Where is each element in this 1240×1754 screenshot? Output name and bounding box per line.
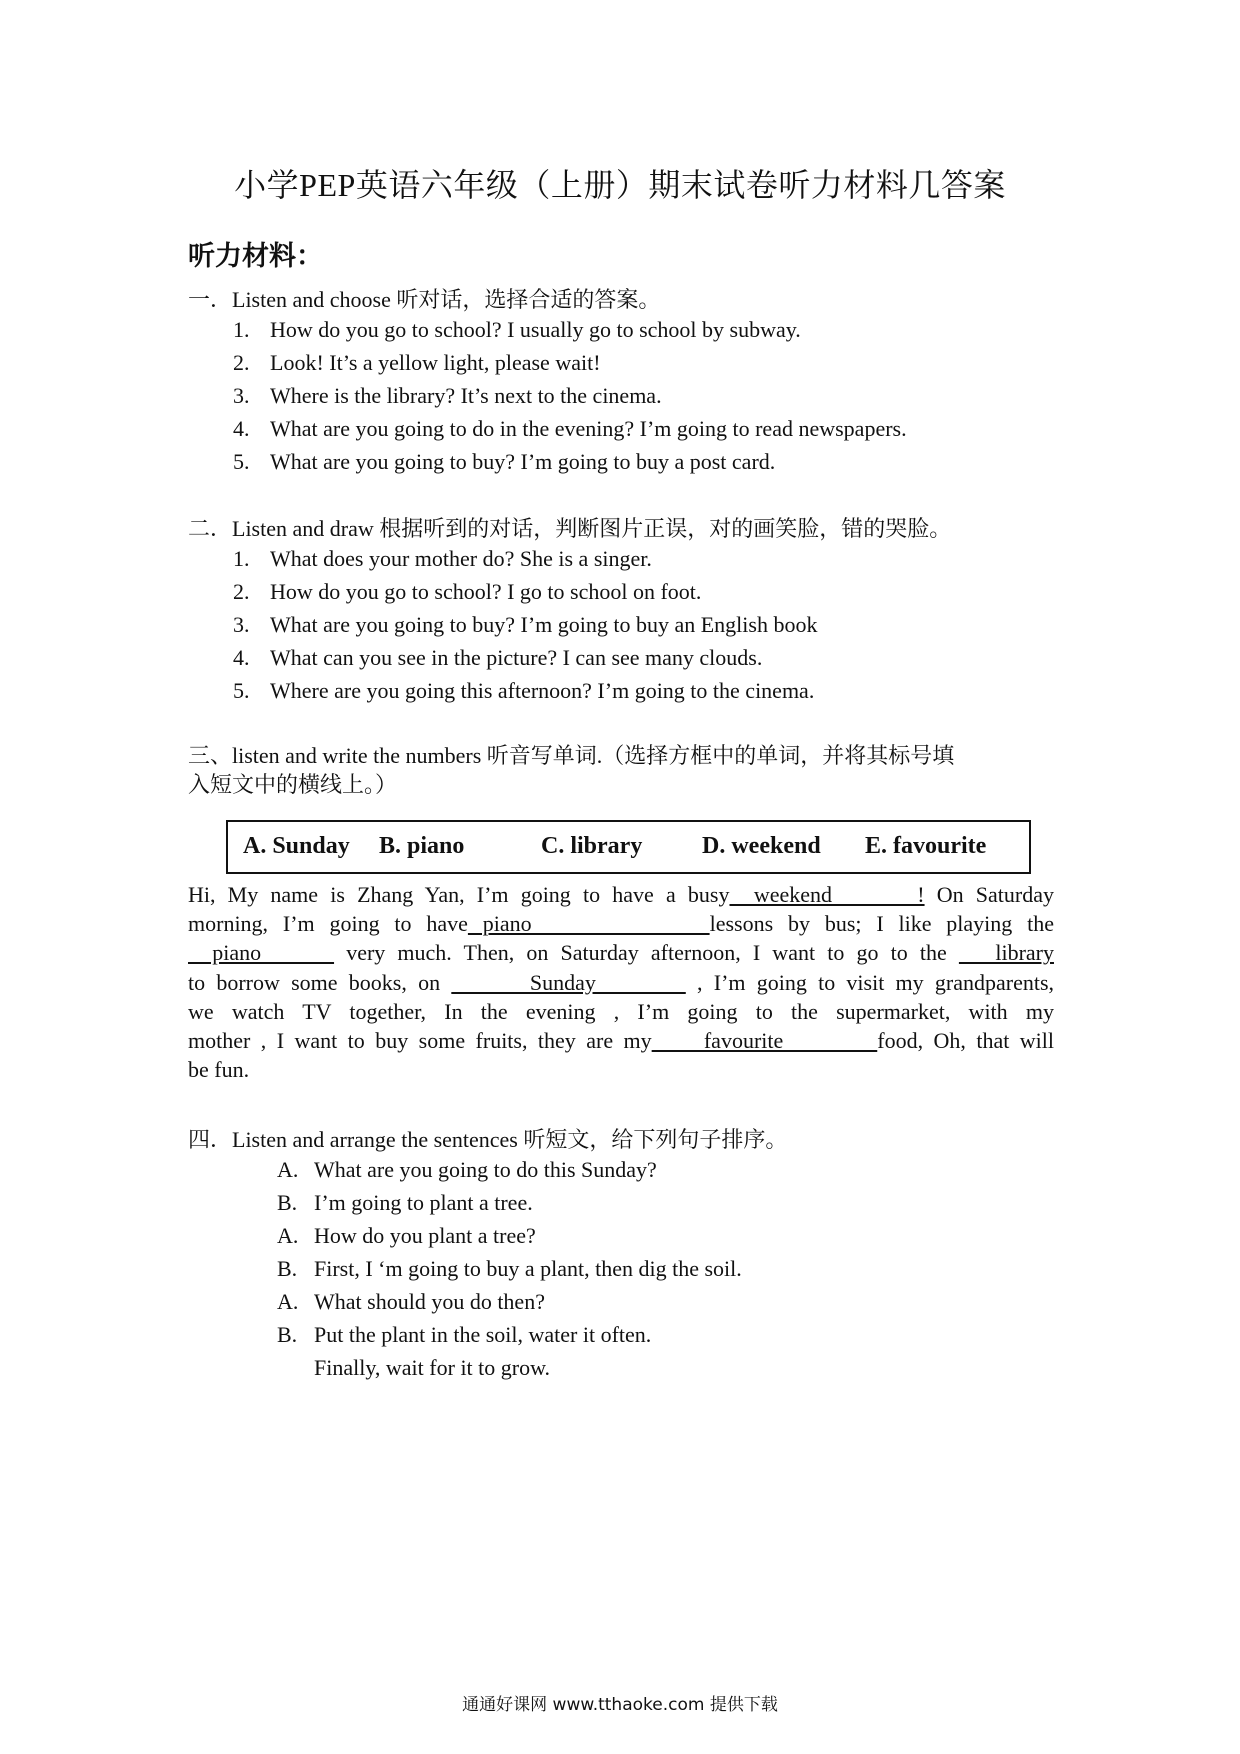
passage-line: piano very much. Then, on Saturday afternoon, I want to go to the library bbox=[188, 940, 1054, 966]
section1-header: 一．Listen and choose 听对话，选择合适的答案。 bbox=[188, 287, 661, 312]
passage-line: Hi, My name is Zhang Yan, I’m going to have a busy weekend ! On Saturday bbox=[188, 882, 1055, 907]
list-item: B. First, I ‘m going to buy a plant, then dig the soil. bbox=[277, 1256, 742, 1281]
list-item: A. What should you do then? bbox=[277, 1289, 545, 1314]
fill-in-passage bbox=[188, 880, 1054, 1084]
passage-line: to borrow some books, on Sunday , I’m going to visit my grandparents, bbox=[188, 969, 1055, 995]
answer-blank: library bbox=[958, 940, 1054, 966]
list-item: 2. Look! It’s a yellow light, please wait! bbox=[233, 350, 601, 375]
option-b: B. piano bbox=[379, 833, 465, 859]
passage-line: be fun. bbox=[188, 1057, 250, 1083]
section2-list bbox=[233, 542, 817, 707]
list-item: 5. What are you going to buy? I’m going to buy a post card. bbox=[233, 449, 776, 474]
answer-blank: piano bbox=[467, 911, 710, 937]
passage-line: mother , I want to buy some fruits, they are my favourite food, Oh, that will bbox=[188, 1028, 1055, 1054]
list-item: B. Put the plant in the soil, water it often. bbox=[277, 1322, 652, 1347]
section2-header: 二．Listen and draw 根据听到的对话，判断图片正误，对的画笑脸，错的哭脸。 bbox=[188, 516, 952, 541]
answer-blank: piano bbox=[188, 940, 335, 966]
option-d: D. weekend bbox=[702, 833, 821, 859]
list-item: 4. What can you see in the picture? I can see many clouds. bbox=[233, 645, 763, 670]
list-item: 3. What are you going to buy? I’m going to buy an English book bbox=[233, 612, 818, 637]
section-heading: 听力材料： bbox=[188, 241, 323, 271]
section4-list bbox=[277, 1153, 742, 1384]
list-item: 1. How do you go to school? I usually go to school by subway. bbox=[233, 317, 801, 342]
passage-line: morning, I’m going to have piano lessons by bus; I like playing the bbox=[188, 911, 1054, 937]
list-item: 4. What are you going to do in the evening? I’m going to read newspapers. bbox=[233, 416, 907, 441]
list-item: 3. Where is the library? It’s next to the cinema. bbox=[233, 383, 662, 408]
list-item: 2. How do you go to school? I go to school on foot. bbox=[233, 579, 702, 604]
answer-blank: Sunday bbox=[451, 969, 686, 995]
section1-list bbox=[233, 313, 907, 478]
list-item: Finally, wait for it to grow. bbox=[314, 1355, 551, 1380]
page-footer: 通通好课网 www.tthaoke.com 提供下载 bbox=[462, 1695, 778, 1715]
section3-header-line2: 入短文中的横线上。） bbox=[188, 772, 398, 797]
option-a: A. Sunday bbox=[243, 833, 350, 859]
list-item: 5. Where are you going this afternoon? I’m going to the cinema. bbox=[233, 678, 815, 703]
list-item: A. How do you plant a tree? bbox=[277, 1223, 536, 1248]
section4-header: 四．Listen and arrange the sentences 听短文，给下列句子排序。 bbox=[188, 1127, 788, 1152]
answer-blank: weekend ! bbox=[729, 882, 925, 907]
answer-blank: favourite bbox=[651, 1028, 878, 1054]
section3-header-line1: 三、listen and write the numbers 听音写单词.（选择方框中的单词，并将其标号填 bbox=[188, 743, 955, 768]
option-c: C. library bbox=[541, 833, 643, 859]
word-options-box bbox=[226, 820, 1031, 874]
option-e: E. favourite bbox=[865, 833, 987, 859]
list-item: A. What are you going to do this Sunday? bbox=[277, 1157, 657, 1182]
page-title: 小学PEP英语六年级（上册）期末试卷听力材料几答案 bbox=[234, 167, 1006, 203]
list-item: B. I’m going to plant a tree. bbox=[277, 1190, 533, 1215]
list-item: 1. What does your mother do? She is a singer. bbox=[233, 546, 652, 571]
passage-line: we watch TV together, In the evening , I’m going to the supermarket, with my bbox=[188, 998, 1054, 1024]
